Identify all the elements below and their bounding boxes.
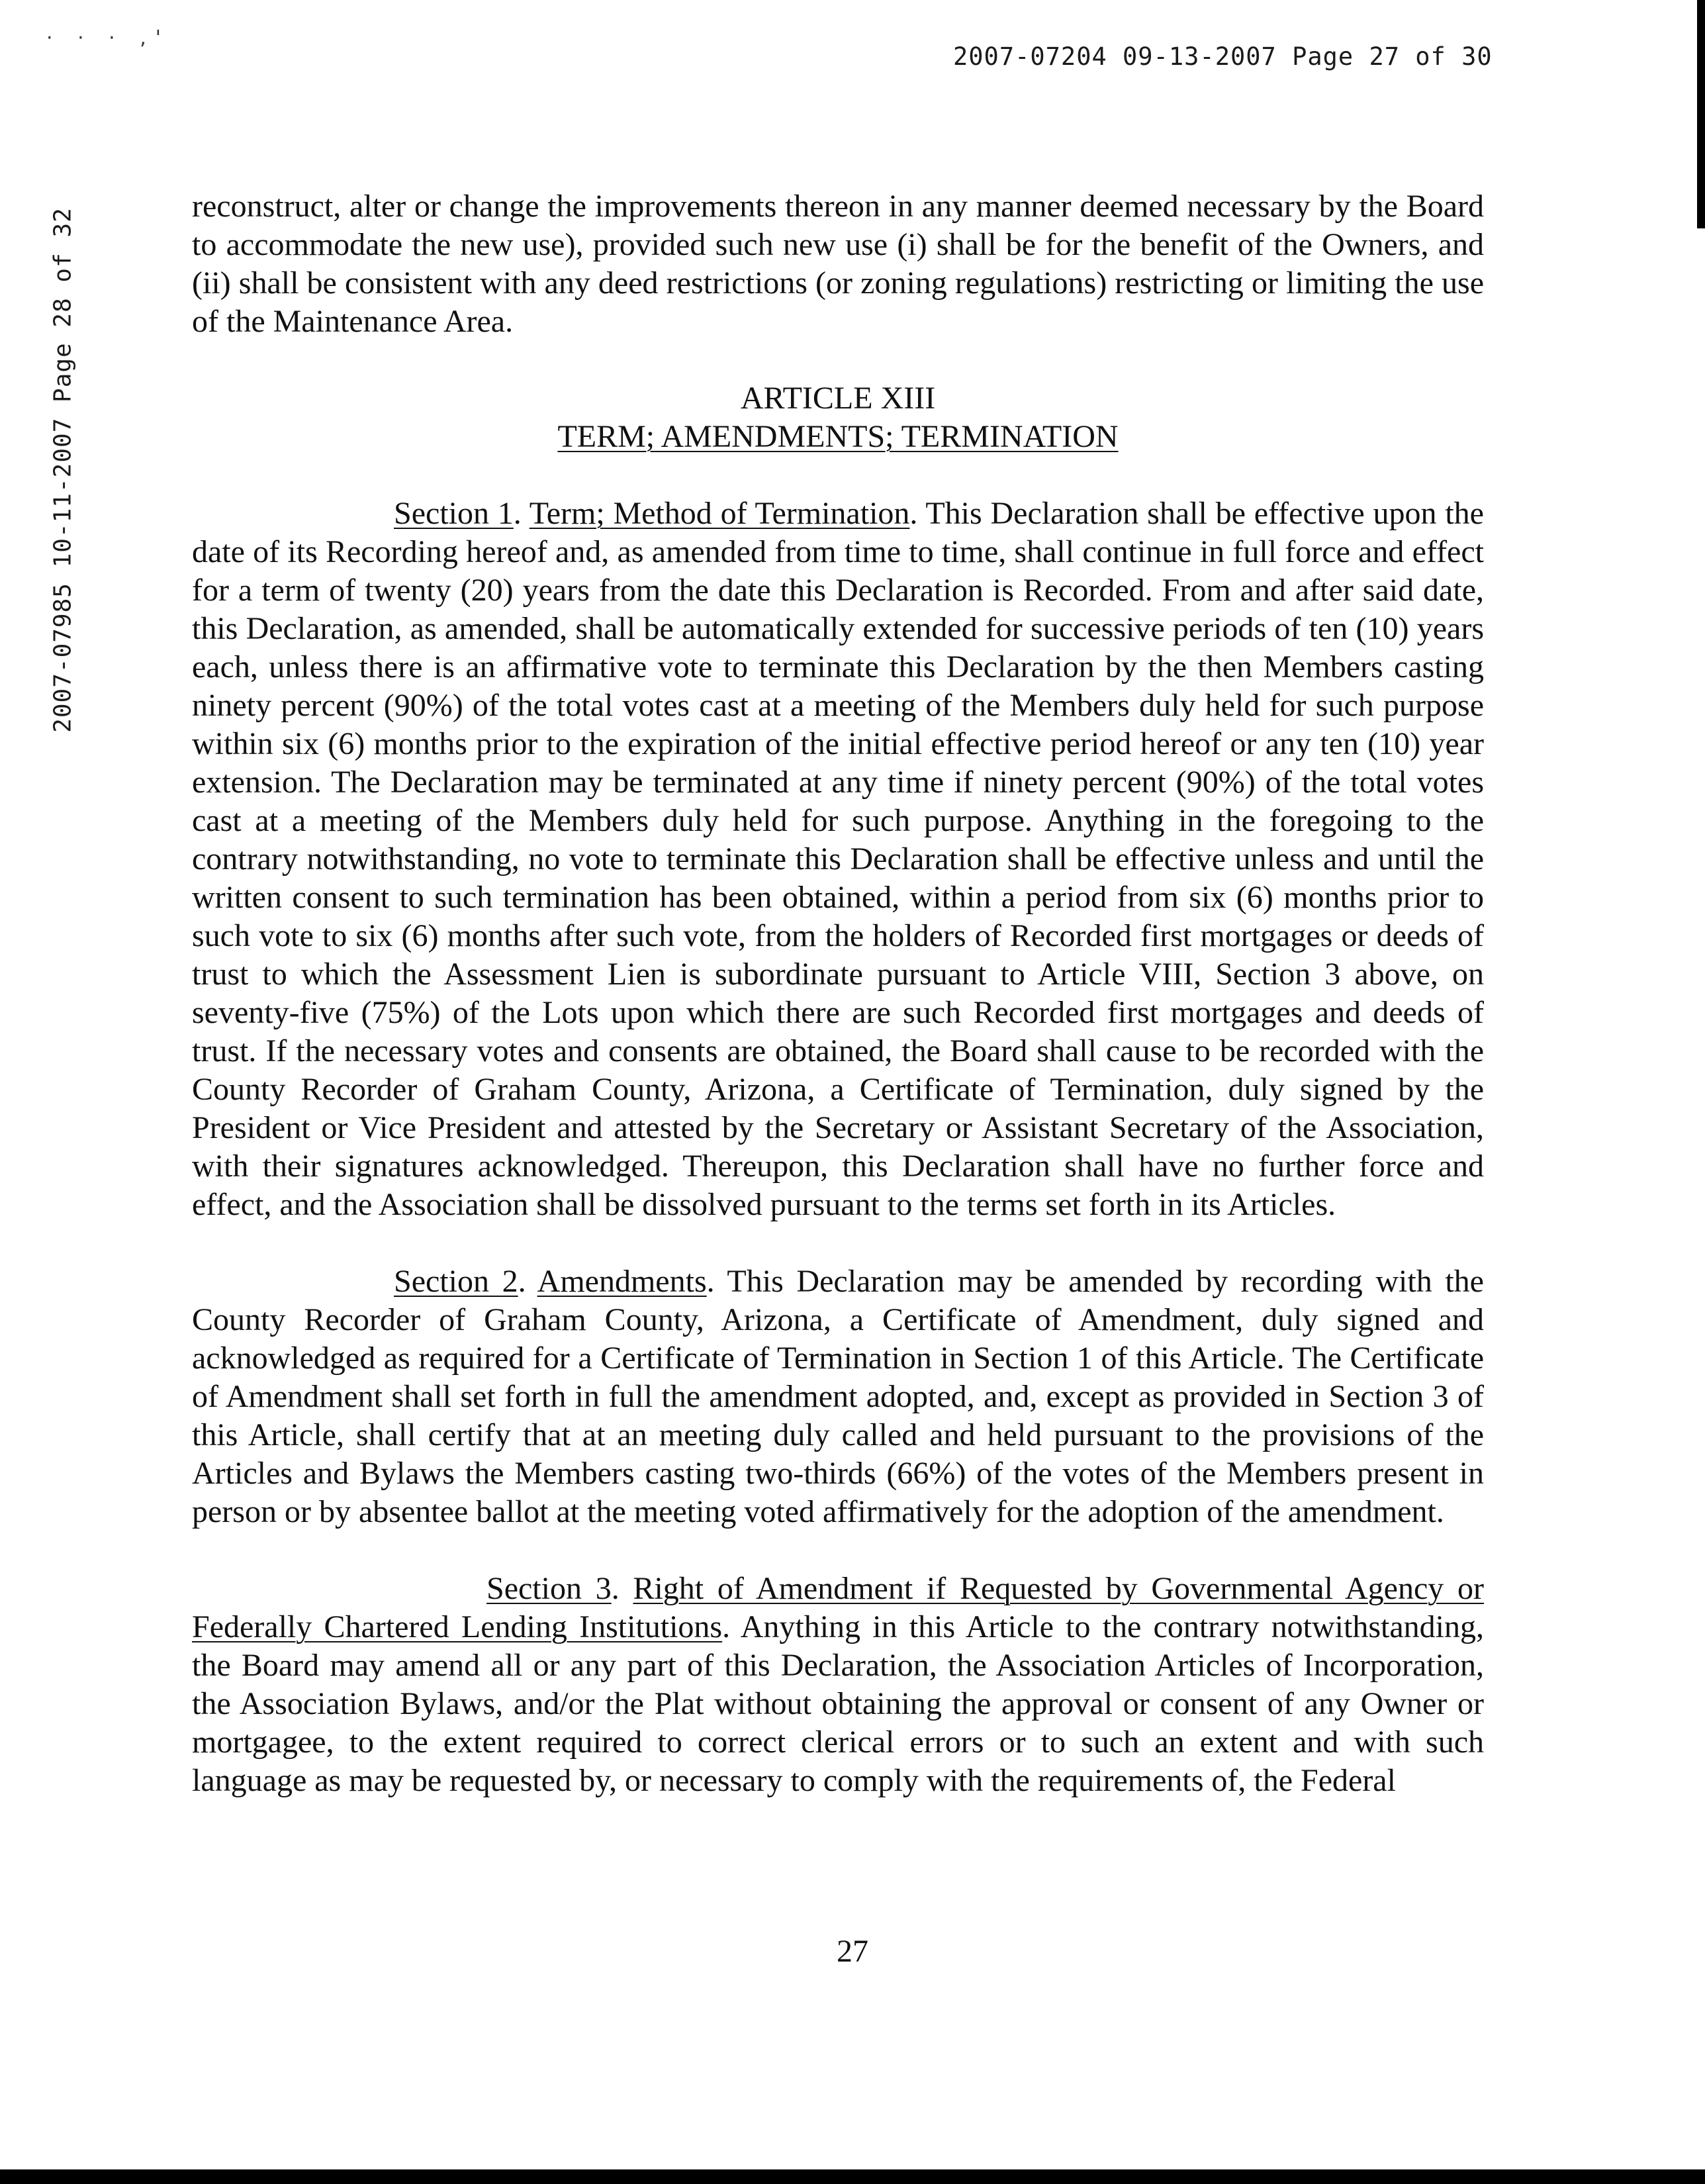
section-2-text: This Declaration may be amended by recording with the County Recorder of Graham County, Arizona, a Certificate of Amendment, duly signed and acknowledged as required for a Certificate of Termination in Section 1 of this Article. The Certificate of Amendment shall set forth in full the amendment adopted, and, except as provided in Section 3 of this Article, shall certify that at an meeting duly called and held pursuant to the provisions of the Articles and Bylaws the Members casting two-thirds (66%) of the votes of the Members present in person or by absentee ballot at the meeting voted affirmatively for the adoption of the amendment. — [192, 1264, 1484, 1529]
scan-edge-bottom — [0, 2169, 1705, 2184]
section-1-title: Term; Method of Termination — [529, 496, 910, 531]
article-heading — [192, 379, 1484, 456]
section-1-label: Section 1 — [394, 496, 514, 531]
section-3-text: Anything in this Article to the contrary notwithstanding, the Board may amend all or any part of this Declaration, the Association Articles of Incorporation, the Association Bylaws, and/or the Plat without obtaining the approval or consent of any Owner or mortgagee, to the extent required to correct clerical errors or to such an extent and with such language as may be requested by, or necessary to comply with the requirements of, the Federal — [192, 1609, 1485, 1798]
scan-marks: · · · ,' — [46, 26, 170, 50]
section-2-label: Section 2 — [394, 1264, 518, 1299]
section-2-paragraph: Section 2. Amendments. This Declaration may be amended by recording with the County Recorder of Graham County, Arizona, a Certificate of Amendment, duly signed and acknowledged as required for a Certificate of Termination in Section 1 of this Article. The Certificate of Amendment shall set forth in full the amendment adopted, and, except as provided in Section 3 of this Article, shall certify that at an meeting duly called and held pursuant to the provisions of the Articles and Bylaws the Members casting two-thirds (66%) of the votes of the Members present in person or by absentee ballot at the meeting voted affirmatively for the adoption of the amendment. — [192, 1264, 1484, 1529]
scan-edge-right — [1697, 0, 1705, 228]
section-1-text: This Declaration shall be effective upon the date of its Recording hereof and, as amended from time to time, shall continue in full force and effect for a term of twenty (20) years from the date this Declaration is Recorded. From and after said date, this Declaration, as amended, shall be automatically extended for successive periods of ten (10) years each, unless there is an affirmative vote to terminate this Declaration by the then Members casting ninety percent (90%) of the total votes cast at a meeting of the Members duly held for such purpose within six (6) months prior to the expiration of the initial effective period hereof or any ten (10) year extension. The Declaration may be terminated at any time if ninety percent (90%) of the total votes cast at a meeting of the Members duly held for such purpose. Anything in the foregoing to the contrary notwithstanding, no vote to terminate this Declaration shall be effective unless and until the written consent to such termination has been obtained, within a period from six (6) months prior to such vote to six (6) months after such vote, from the holders of Recorded first mortgages or deeds of trust to which the Assessment Lien is subordinate pursuant to Article VIII, Section 3 above, on seventy-five (75%) of the Lots upon which there are such Recorded first mortgages and deeds of trust. If the necessary votes and consents are obtained, the Board shall cause to be recorded with the County Recorder of Graham County, Arizona, a Certificate of Termination, duly signed by the President or Vice President and attested by the Secretary or Assistant Secretary of the Association, with their signatures acknowledged. Thereupon, this Declaration shall have no further force and effect, and the Association shall be dissolved pursuant to the terms set forth in its Articles. — [192, 496, 1484, 1222]
section-2-title: Amendments — [537, 1264, 707, 1299]
recording-stamp-side: 2007-07985 10-11-2007 Page 28 of 32 — [49, 207, 77, 733]
article-number: ARTICLE XIII — [740, 381, 936, 416]
section-3-paragraph: Section 3. Right of Amendment if Requested by Governmental Agency or Federally Chartered Lending Institutions. Anything in this Article to the contrary notwithstanding, the Board may amend all or any part of this Declaration, the Association Articles of Incorporation, the Association Bylaws, and/or the Plat without obtaining the approval or consent of any Owner or mortgagee, to the extent required to correct clerical errors or to such an extent and with such language as may be requested by, or necessary to comply with the requirements of, the Federal — [192, 1571, 1485, 1798]
section-3-title: Right of Amendment if Requested by Governmental Agency or Federally Chartered Lending Institutions — [192, 1571, 1484, 1644]
section-3-label: Section 3 — [486, 1571, 612, 1606]
article-title: TERM; AMENDMENTS; TERMINATION — [557, 419, 1119, 454]
continuation-paragraph: reconstruct, alter or change the improvements thereon in any manner deemed necessary by the Board to accommodate the new use), provided such new use (i) shall be for the benefit of the Owners, and (ii) shall be consistent with any deed restrictions (or zoning regulations) restricting or limiting the use of the Maintenance Area. — [192, 189, 1484, 339]
section-1-paragraph: Section 1. Term; Method of Termination. This Declaration shall be effective upon the date of its Recording hereof and, as amended from time to time, shall continue in full force and effect for a term of twenty (20) years from the date this Declaration is Recorded. From and after said date, this Declaration, as amended, shall be automatically extended for successive periods of ten (10) years each, unless there is an affirmative vote to terminate this Declaration by the then Members casting ninety percent (90%) of the total votes cast at a meeting of the Members duly held for such purpose within six (6) months prior to the expiration of the initial effective period hereof or any ten (10) year extension. The Declaration may be terminated at any time if ninety percent (90%) of the total votes cast at a meeting of the Members duly held for such purpose. Anything in the foregoing to the contrary notwithstanding, no vote to terminate this Declaration shall be effective unless and until the written consent to such termination has been obtained, within a period from six (6) months prior to such vote to six (6) months after such vote, from the holders of Recorded first mortgages or deeds of trust to which the Assessment Lien is subordinate pursuant to Article VIII, Section 3 above, on seventy-five (75%) of the Lots upon which there are such Recorded first mortgages and deeds of trust. If the necessary votes and consents are obtained, the Board shall cause to be recorded with the County Recorder of Graham County, Arizona, a Certificate of Termination, duly signed by the President or Vice President and attested by the Secretary or Assistant Secretary of the Association, with their signatures acknowledged. Thereupon, this Declaration shall have no further force and effect, and the Association shall be dissolved pursuant to the terms set forth in its Articles. — [192, 496, 1484, 1222]
page-number: 27 — [837, 1934, 868, 1969]
document-body — [192, 187, 1484, 1800]
recording-stamp-header: 2007-07204 09-13-2007 Page 27 of 30 — [953, 42, 1493, 71]
